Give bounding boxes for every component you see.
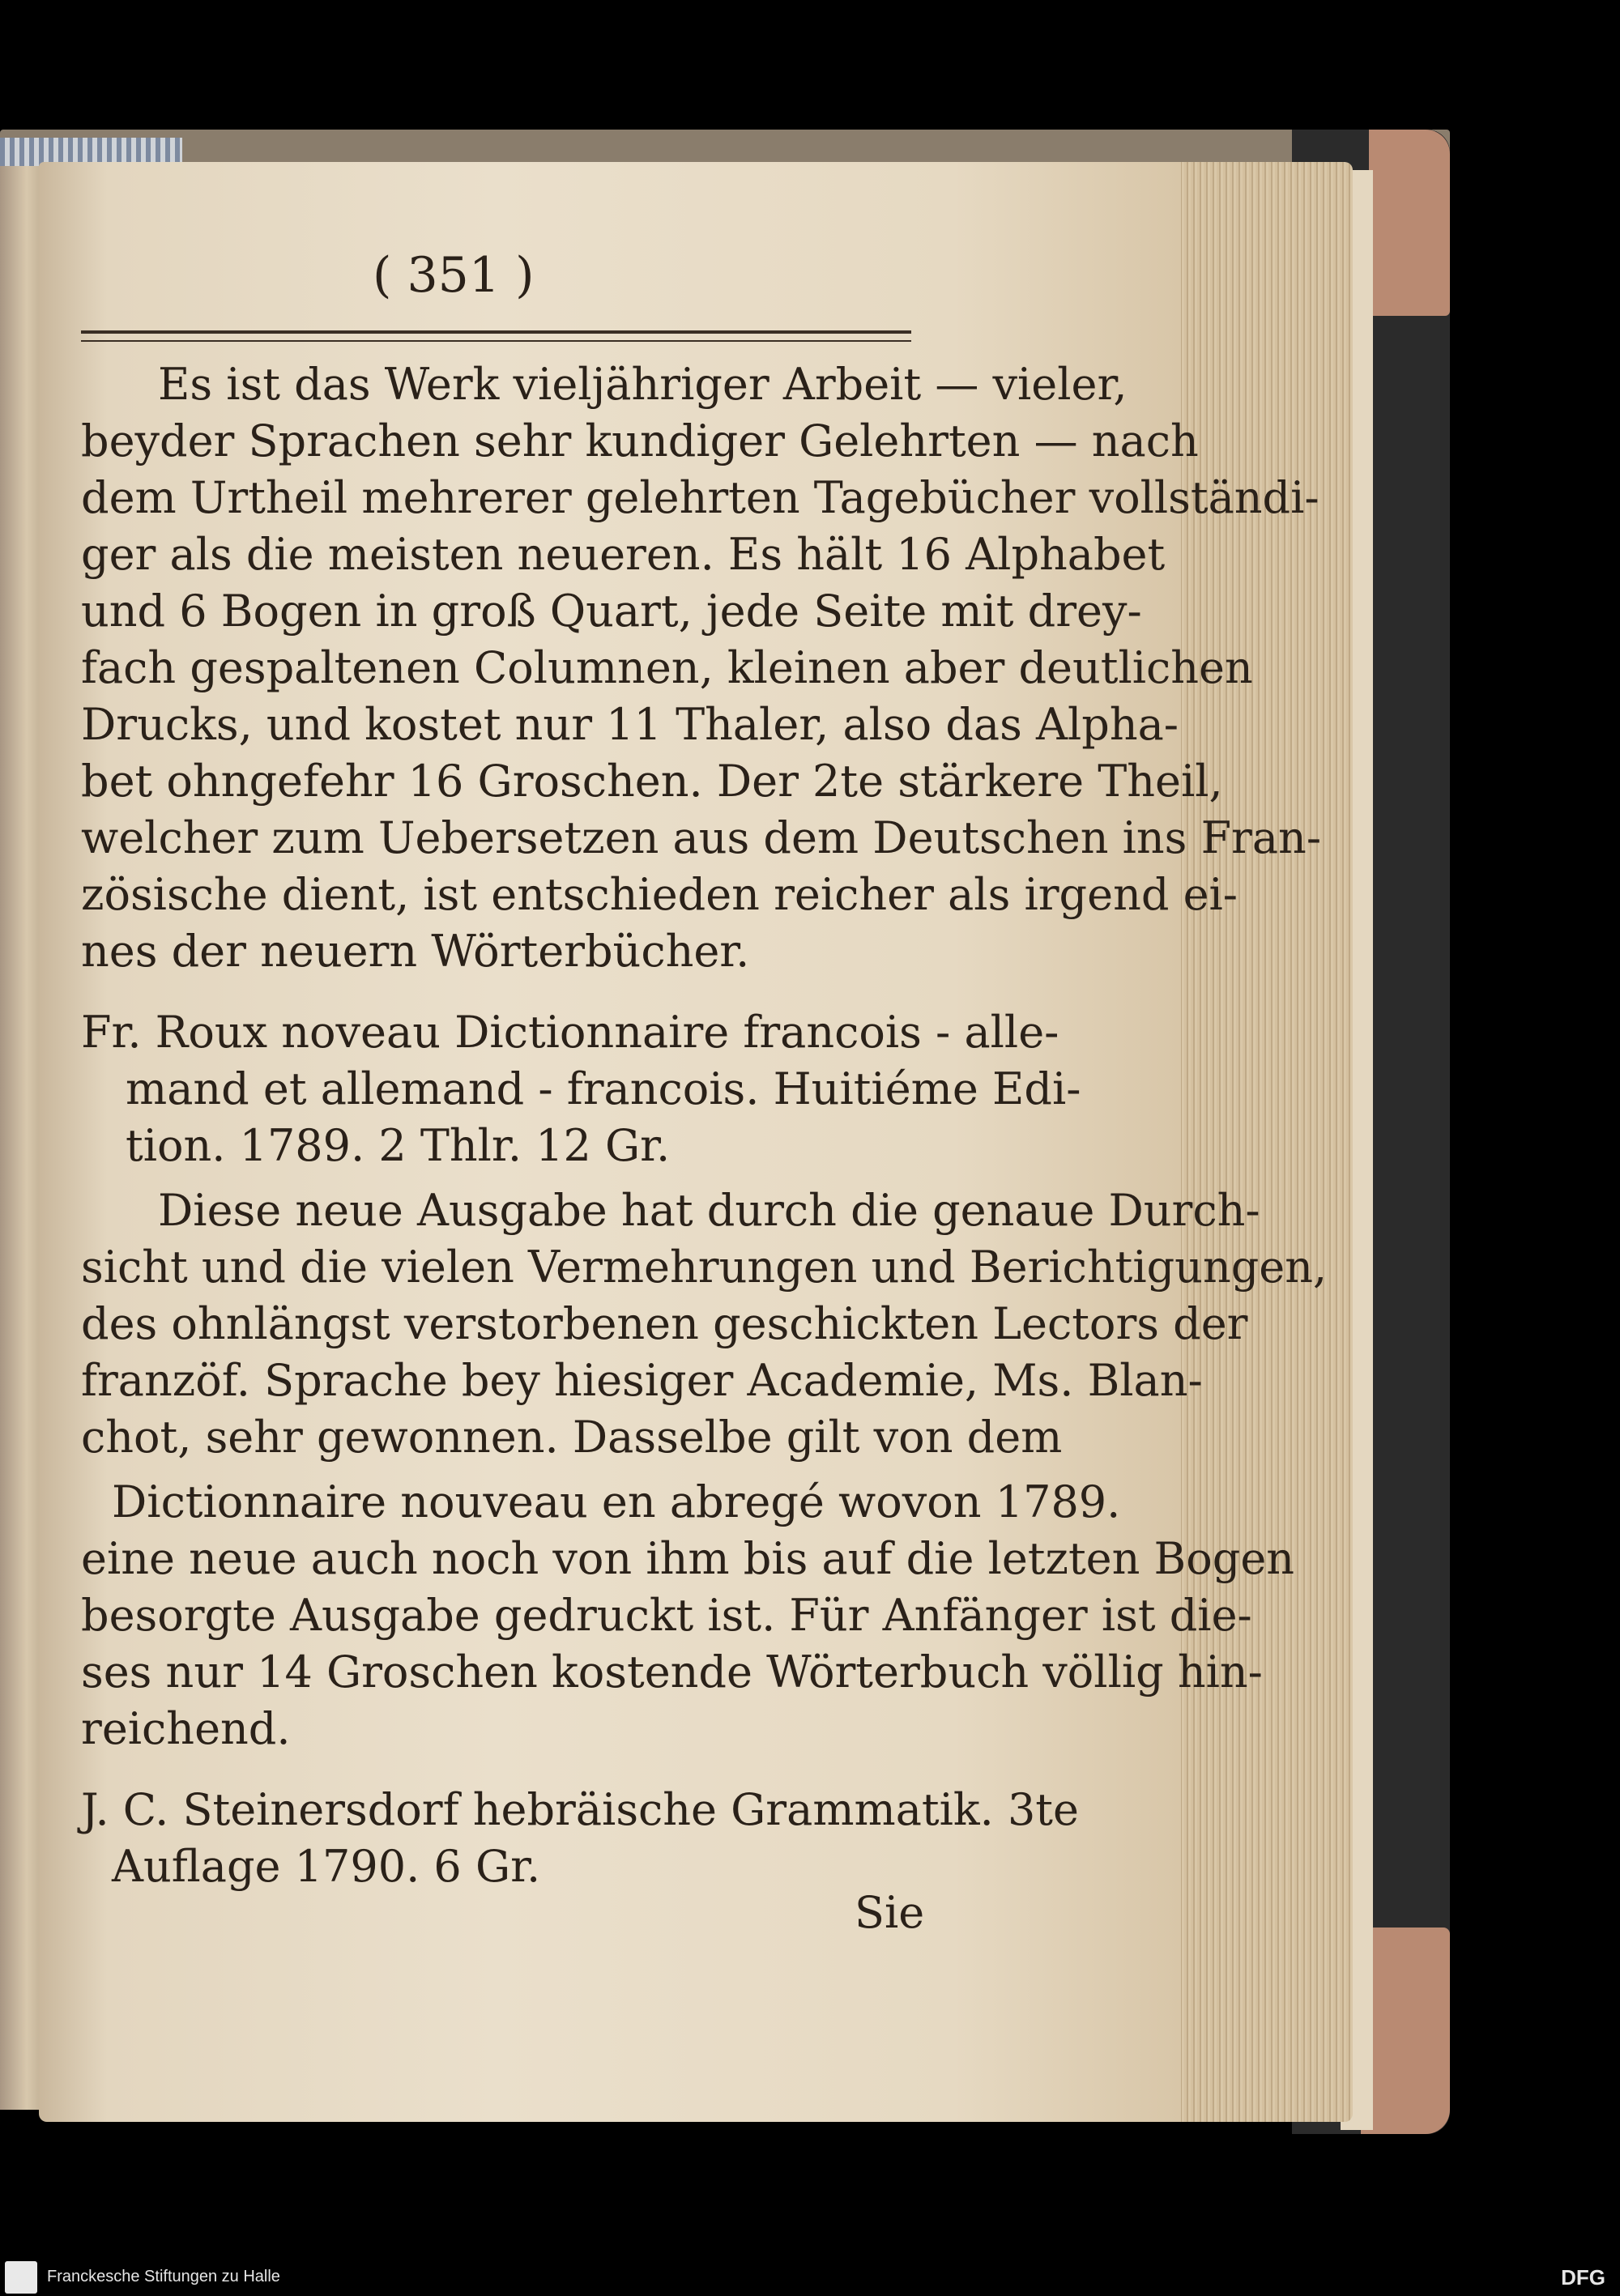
text-line: nes der neuern Wörterbücher. [81,926,750,977]
text-line: des ohnlängst verstorbenen geschickten Lectors der [81,1298,1248,1349]
text-line: Es ist das Werk vieljähriger Arbeit — vieler, [158,359,1128,410]
institution-name: Franckesche Stiftungen zu Halle [47,2268,280,2285]
text-line: Diese neue Ausgabe hat durch die genaue Durch- [158,1185,1260,1236]
page-number-header: ( 351 ) [373,247,535,304]
paragraph-3 [81,1474,1294,1757]
text-line: mand et allemand - francois. Huitiéme Edi- [126,1063,1081,1114]
text-line: Dictionnaire nouveau en abregé wovon 1789. [112,1476,1121,1527]
text-line: bet ohngefehr 16 Groschen. Der 2te stärkere Theil, [81,756,1223,807]
previous-page-sliver [0,166,45,2110]
cover-corner-bottom [1361,1928,1450,2134]
text-line: welcher zum Uebersetzen aus dem Deutschen ins Fran- [81,812,1322,863]
bibliography-entry-roux [81,1004,1081,1174]
bibliography-entry-steinersdorf [81,1782,1079,1895]
text-line: besorgte Ausgabe gedruckt ist. Für Anfänger ist die- [81,1590,1252,1641]
text-line: ses nur 14 Groschen kostende Wörterbuch völlig hin- [81,1646,1263,1698]
text-line: reichend. [81,1703,291,1754]
text-line: sicht und die vielen Vermehrungen und Berichtigungen, [81,1242,1328,1293]
text-line: Auflage 1790. 6 Gr. [112,1841,541,1892]
text-line: ger als die meisten neueren. Es hält 16 Alphabet [81,529,1166,580]
dfg-logo: DFG [1561,2265,1605,2290]
paragraph-2 [81,1182,1327,1466]
text-line: J. C. Steinersdorf hebräische Grammatik. 3te [81,1784,1079,1835]
text-line: fach gespaltenen Columnen, kleinen aber deutlichen [81,642,1253,693]
paragraph-1 [81,356,1321,980]
institution-logo-icon [5,2261,37,2294]
text-line: Fr. Roux noveau Dictionnaire francois - alle- [81,1007,1059,1058]
cover-corner-top [1369,130,1450,316]
text-line: beyder Sprachen sehr kundiger Gelehrten — nach [81,415,1199,466]
text-line: eine neue auch noch von ihm bis auf die letzten Bogen [81,1533,1295,1584]
text-line: Drucks, und kostet nur 11 Thaler, also das Alpha- [81,699,1179,750]
text-line: tion. 1789. 2 Thlr. 12 Gr. [126,1120,671,1171]
catchword: Sie [855,1887,925,1938]
text-line: chot, sehr gewonnen. Dasselbe gilt von dem [81,1412,1063,1463]
text-line: und 6 Bogen in groß Quart, jede Seite mit drey- [81,586,1142,637]
text-line: franzöf. Sprache bey hiesiger Academie, Ms. Blan- [81,1355,1203,1406]
header-rule [81,330,911,342]
text-line: dem Urtheil mehrerer gelehrten Tagebücher vollständi- [81,472,1319,523]
text-line: zösische dient, ist entschieden reicher als irgend ei- [81,869,1238,920]
